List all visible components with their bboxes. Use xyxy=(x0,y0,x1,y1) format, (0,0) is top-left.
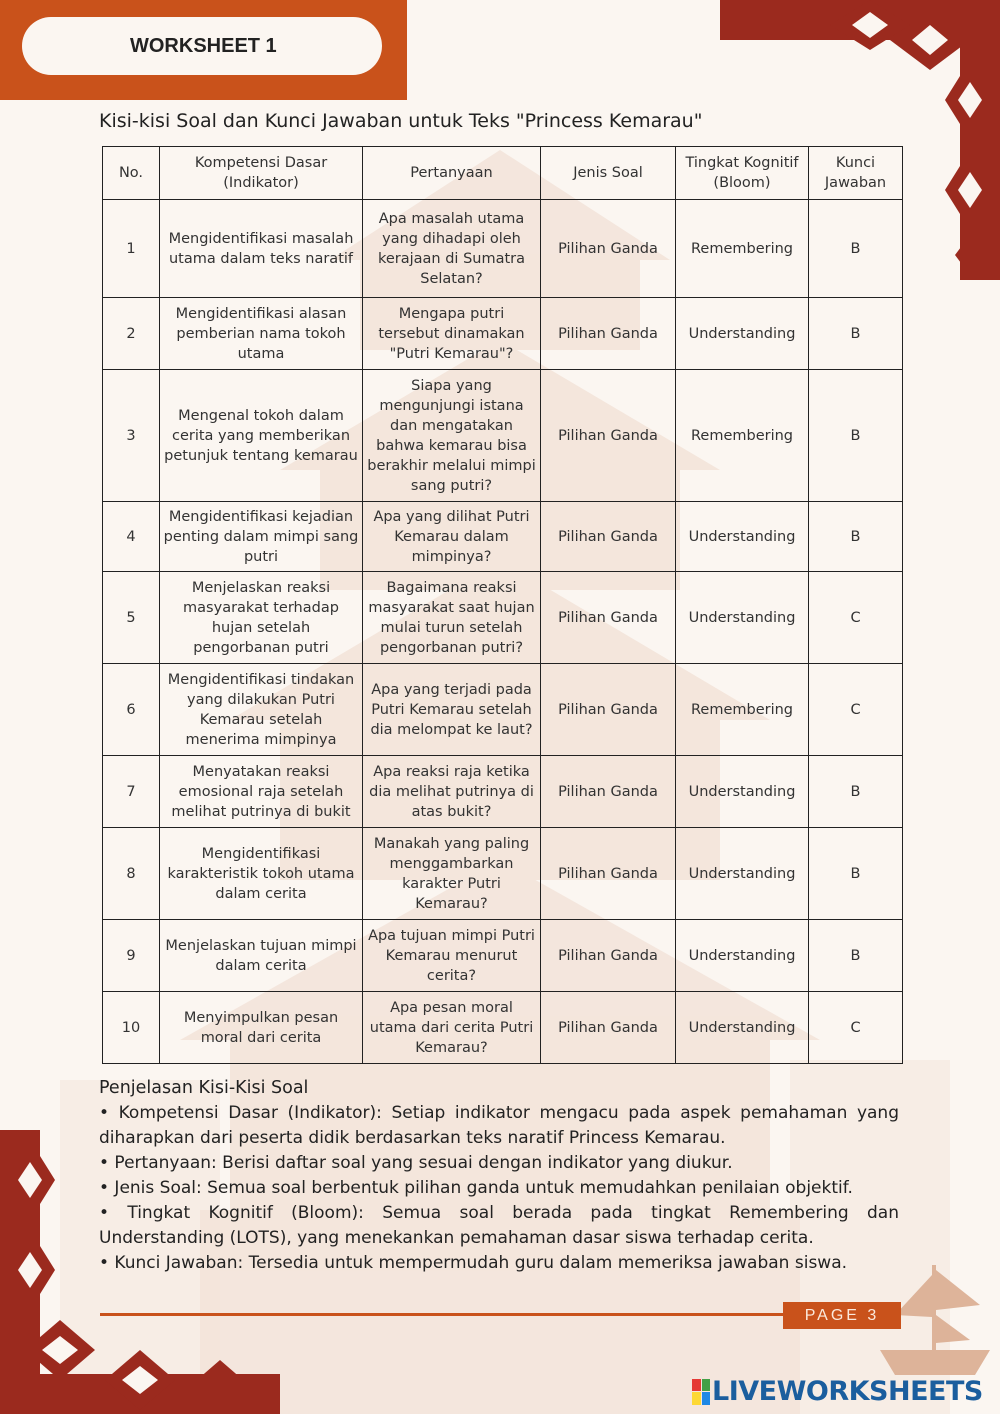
cell-kunci-jawaban: C xyxy=(809,572,903,664)
cell-indikator: Menyimpulkan pesan moral dari cerita xyxy=(160,992,363,1064)
cell-pertanyaan: Apa reaksi raja ketika dia melihat putrinya di atas bukit? xyxy=(363,756,541,828)
cell-indikator: Mengidentifikasi alasan pemberian nama tokoh utama xyxy=(160,298,363,370)
cell-tingkat-kognitif: Remembering xyxy=(676,370,809,502)
table-row xyxy=(103,920,903,992)
explanation-section xyxy=(99,1076,899,1276)
explanation-item: • Kompetensi Dasar (Indikator): Setiap indikator mengacu pada aspek pemahaman yang diharapkan dari peserta didik berdasarkan teks naratif Princess Kemarau. xyxy=(99,1103,899,1148)
cell-tingkat-kognitif: Understanding xyxy=(676,502,809,572)
cell-pertanyaan: Apa pesan moral utama dari cerita Putri Kemarau? xyxy=(363,992,541,1064)
cell-kunci-jawaban: C xyxy=(809,664,903,756)
page-number: PAGE 3 xyxy=(804,1306,880,1324)
table-row xyxy=(103,200,903,298)
cell-jenis-soal: Pilihan Ganda xyxy=(541,200,676,298)
header-tingkat-kognitif: Tingkat Kognitif (Bloom) xyxy=(676,147,809,200)
page-number-badge xyxy=(783,1302,901,1329)
explanation-item: • Jenis Soal: Semua soal berbentuk pilihan ganda untuk memudahkan penilaian objektif. xyxy=(99,1178,853,1198)
cell-no: 6 xyxy=(103,664,160,756)
cell-jenis-soal: Pilihan Ganda xyxy=(541,920,676,992)
cell-no: 4 xyxy=(103,502,160,572)
cell-no: 1 xyxy=(103,200,160,298)
cell-indikator: Mengidentifikasi kejadian penting dalam mimpi sang putri xyxy=(160,502,363,572)
table-row xyxy=(103,756,903,828)
worksheet-title-pill xyxy=(22,17,382,75)
cell-indikator: Mengidentifikasi karakteristik tokoh utama dalam cerita xyxy=(160,828,363,920)
header-kompetensi-dasar: Kompetensi Dasar (Indikator) xyxy=(160,147,363,200)
cell-no: 3 xyxy=(103,370,160,502)
cell-jenis-soal: Pilihan Ganda xyxy=(541,298,676,370)
cell-jenis-soal: Pilihan Ganda xyxy=(541,828,676,920)
cell-indikator: Menjelaskan tujuan mimpi dalam cerita xyxy=(160,920,363,992)
header-no: No. xyxy=(103,147,160,200)
cell-kunci-jawaban: B xyxy=(809,828,903,920)
explanation-item: • Tingkat Kognitif (Bloom): Semua soal berada pada tingkat Remembering dan Understanding (LOTS), yang menekankan pemahaman dasar siswa terhadap cerita. xyxy=(99,1203,899,1248)
cell-kunci-jawaban: B xyxy=(809,298,903,370)
cell-indikator: Mengenal tokoh dalam cerita yang memberikan petunjuk tentang kemarau xyxy=(160,370,363,502)
cell-no: 9 xyxy=(103,920,160,992)
table-header-row xyxy=(103,147,903,200)
cell-tingkat-kognitif: Understanding xyxy=(676,298,809,370)
cell-tingkat-kognitif: Understanding xyxy=(676,572,809,664)
cell-kunci-jawaban: B xyxy=(809,502,903,572)
cell-jenis-soal: Pilihan Ganda xyxy=(541,572,676,664)
cell-kunci-jawaban: B xyxy=(809,920,903,992)
table-row xyxy=(103,664,903,756)
liveworksheets-wordmark: LIVEWORKSHEETS xyxy=(712,1376,983,1407)
cell-pertanyaan: Apa tujuan mimpi Putri Kemarau menurut cerita? xyxy=(363,920,541,992)
cell-tingkat-kognitif: Understanding xyxy=(676,756,809,828)
cell-no: 7 xyxy=(103,756,160,828)
cell-pertanyaan: Siapa yang mengunjungi istana dan mengatakan bahwa kemarau bisa berakhir melalui mimpi sang putri? xyxy=(363,370,541,502)
cell-indikator: Mengidentifikasi tindakan yang dilakukan Putri Kemarau setelah menerima mimpinya xyxy=(160,664,363,756)
cell-jenis-soal: Pilihan Ganda xyxy=(541,502,676,572)
liveworksheets-icon xyxy=(692,1379,710,1405)
table-row xyxy=(103,992,903,1064)
cell-pertanyaan: Mengapa putri tersebut dinamakan "Putri Kemarau"? xyxy=(363,298,541,370)
kisi-kisi-table xyxy=(102,146,903,1064)
cell-kunci-jawaban: B xyxy=(809,756,903,828)
cell-no: 2 xyxy=(103,298,160,370)
cell-pertanyaan: Apa masalah utama yang dihadapi oleh kerajaan di Sumatra Selatan? xyxy=(363,200,541,298)
explanation-item: • Pertanyaan: Berisi daftar soal yang sesuai dengan indikator yang diukur. xyxy=(99,1153,733,1173)
worksheet-title: WORKSHEET 1 xyxy=(130,34,277,57)
cell-jenis-soal: Pilihan Ganda xyxy=(541,756,676,828)
cell-tingkat-kognitif: Understanding xyxy=(676,992,809,1064)
table-row xyxy=(103,370,903,502)
footer-divider xyxy=(100,1313,790,1316)
cell-no: 5 xyxy=(103,572,160,664)
cell-jenis-soal: Pilihan Ganda xyxy=(541,992,676,1064)
cell-indikator: Menyatakan reaksi emosional raja setelah melihat putrinya di bukit xyxy=(160,756,363,828)
cell-pertanyaan: Apa yang terjadi pada Putri Kemarau setelah dia melompat ke laut? xyxy=(363,664,541,756)
cell-tingkat-kognitif: Understanding xyxy=(676,920,809,992)
header-jenis-soal: Jenis Soal xyxy=(541,147,676,200)
header-pertanyaan: Pertanyaan xyxy=(363,147,541,200)
table-row xyxy=(103,572,903,664)
cell-jenis-soal: Pilihan Ganda xyxy=(541,370,676,502)
page-title: Kisi-kisi Soal dan Kunci Jawaban untuk Teks "Princess Kemarau" xyxy=(99,110,703,132)
cell-pertanyaan: Manakah yang paling menggambarkan karakter Putri Kemarau? xyxy=(363,828,541,920)
explanation-item: • Kunci Jawaban: Tersedia untuk mempermudah guru dalam memeriksa jawaban siswa. xyxy=(99,1253,848,1273)
cell-tingkat-kognitif: Understanding xyxy=(676,828,809,920)
cell-no: 10 xyxy=(103,992,160,1064)
cell-jenis-soal: Pilihan Ganda xyxy=(541,664,676,756)
cell-tingkat-kognitif: Remembering xyxy=(676,664,809,756)
cell-kunci-jawaban: C xyxy=(809,992,903,1064)
cell-kunci-jawaban: B xyxy=(809,370,903,502)
cell-tingkat-kognitif: Remembering xyxy=(676,200,809,298)
liveworksheets-logo xyxy=(692,1376,983,1407)
cell-pertanyaan: Apa yang dilihat Putri Kemarau dalam mimpinya? xyxy=(363,502,541,572)
cell-pertanyaan: Bagaimana reaksi masyarakat saat hujan mulai turun setelah pengorbanan putri? xyxy=(363,572,541,664)
cell-indikator: Mengidentifikasi masalah utama dalam teks naratif xyxy=(160,200,363,298)
cell-indikator: Menjelaskan reaksi masyarakat terhadap hujan setelah pengorbanan putri xyxy=(160,572,363,664)
cell-kunci-jawaban: B xyxy=(809,200,903,298)
table-row xyxy=(103,828,903,920)
table-row xyxy=(103,298,903,370)
header-kunci-jawaban: Kunci Jawaban xyxy=(809,147,903,200)
explanation-title: Penjelasan Kisi-Kisi Soal xyxy=(99,1078,309,1098)
cell-no: 8 xyxy=(103,828,160,920)
table-row xyxy=(103,502,903,572)
